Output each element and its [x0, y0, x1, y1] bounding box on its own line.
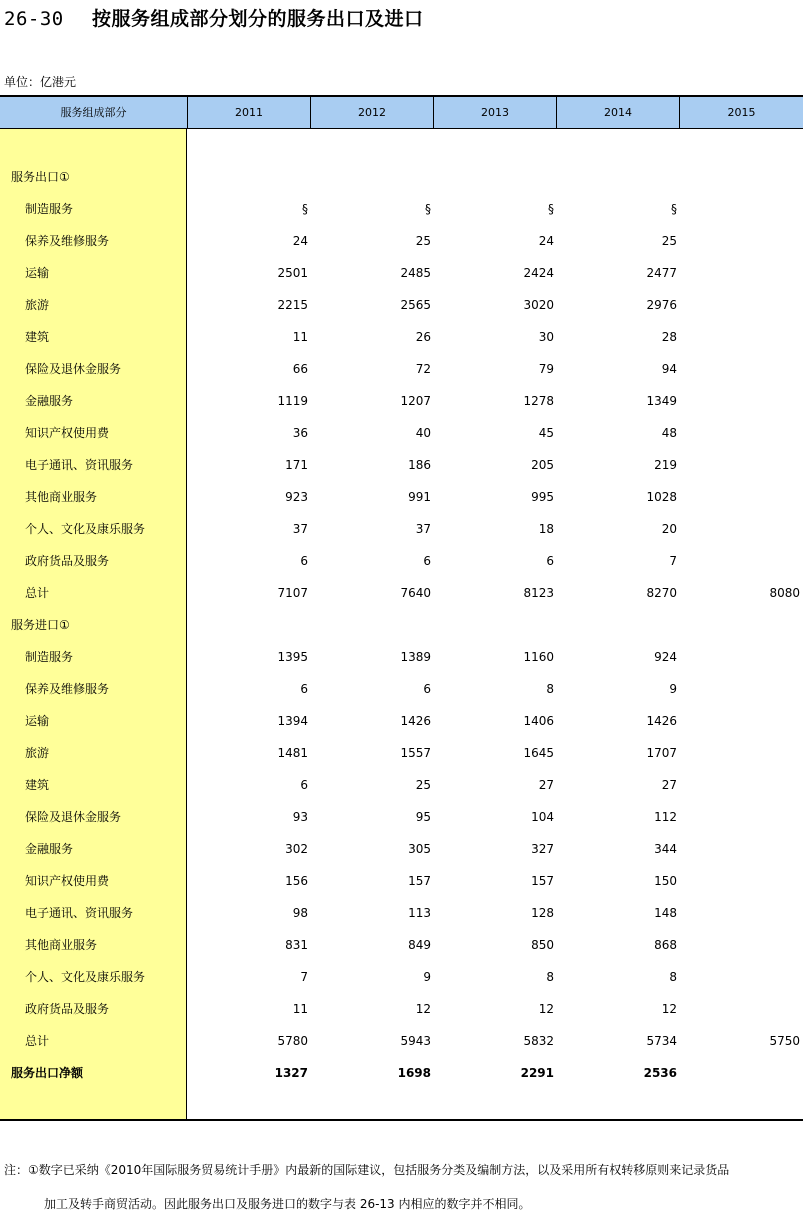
- cell-2014: 27: [661, 778, 677, 792]
- cell-2014: 1349: [646, 394, 677, 408]
- cell-2013: 2291: [520, 1066, 554, 1080]
- table-header: [0, 97, 803, 129]
- cell-2013: 1645: [523, 746, 554, 760]
- cell-2011: 2215: [277, 298, 308, 312]
- unit-label: 单位：亿港元: [4, 75, 77, 89]
- cell-2014: 2976: [646, 298, 677, 312]
- cell-2012: 40: [415, 426, 431, 440]
- table-row: [0, 775, 803, 795]
- cell-2014: 112: [654, 810, 677, 824]
- cell-2014: 2536: [643, 1066, 677, 1080]
- table-row: [0, 679, 803, 699]
- row-label: 保险及退休金服务: [25, 810, 122, 824]
- cell-2011: 6: [300, 554, 308, 568]
- header-year-2012: 2012: [311, 97, 434, 128]
- cell-2011: 156: [285, 874, 308, 888]
- table-row: [0, 1031, 803, 1051]
- row-label: 总计: [25, 1034, 50, 1048]
- cell-2013: 1406: [523, 714, 554, 728]
- cell-2014: 25: [661, 234, 677, 248]
- cell-2012: 1426: [400, 714, 431, 728]
- header-year-2014: 2014: [557, 97, 680, 128]
- cell-2014: 48: [661, 426, 677, 440]
- row-label: 总计: [25, 586, 50, 600]
- cell-2014: 148: [654, 906, 677, 920]
- table-number: 26-30: [4, 8, 64, 30]
- cell-2013: 8: [546, 970, 554, 984]
- table-row: [0, 967, 803, 987]
- table-row: [0, 487, 803, 507]
- cell-2012: 2485: [400, 266, 431, 280]
- cell-2012: 72: [415, 362, 431, 376]
- cell-2012: 2565: [400, 298, 431, 312]
- cell-2012: 1698: [397, 1066, 431, 1080]
- cell-2011: 6: [300, 682, 308, 696]
- row-label: 电子通讯、资讯服务: [25, 458, 134, 472]
- cell-2014: 9: [669, 682, 677, 696]
- cell-2011: 1481: [277, 746, 308, 760]
- row-label: 保养及维修服务: [25, 682, 110, 696]
- table-row: [0, 871, 803, 891]
- cell-2014: 2477: [646, 266, 677, 280]
- cell-2014: 219: [654, 458, 677, 472]
- table-row: [0, 807, 803, 827]
- cell-2014: 1426: [646, 714, 677, 728]
- row-label: 运输: [25, 714, 50, 728]
- cell-2012: 849: [408, 938, 431, 952]
- table-row: [0, 519, 803, 539]
- cell-2011: 1394: [277, 714, 308, 728]
- cell-2011: 1119: [277, 394, 308, 408]
- cell-2012: 25: [415, 778, 431, 792]
- cell-2014: 7: [669, 554, 677, 568]
- row-label: 服务出口净额: [11, 1066, 84, 1080]
- cell-2011: 6: [300, 778, 308, 792]
- cell-2013: 8: [546, 682, 554, 696]
- cell-2013: 79: [538, 362, 554, 376]
- cell-2012: 26: [415, 330, 431, 344]
- header-year-2011: 2011: [188, 97, 311, 128]
- table-row: [0, 295, 803, 315]
- cell-2012: 7640: [400, 586, 431, 600]
- cell-2011: 171: [285, 458, 308, 472]
- table-row: [0, 647, 803, 667]
- cell-2012: 1207: [400, 394, 431, 408]
- cell-2012: 25: [415, 234, 431, 248]
- cell-2013: 1160: [523, 650, 554, 664]
- cell-2011: 1327: [274, 1066, 308, 1080]
- row-label: 金融服务: [25, 842, 74, 856]
- header-category: 服务组成部分: [0, 97, 188, 128]
- cell-2013: §: [548, 202, 554, 216]
- cell-2012: 186: [408, 458, 431, 472]
- row-label: 服务进口①: [11, 618, 70, 632]
- cell-2012: 37: [415, 522, 431, 536]
- cell-2014: 28: [661, 330, 677, 344]
- cell-2011: 36: [292, 426, 308, 440]
- cell-2012: 95: [415, 810, 431, 824]
- cell-2011: 98: [292, 906, 308, 920]
- row-label: 运输: [25, 266, 50, 280]
- cell-2013: 128: [531, 906, 554, 920]
- cell-2012: 113: [408, 906, 431, 920]
- cell-2013: 327: [531, 842, 554, 856]
- cell-2013: 12: [538, 1002, 554, 1016]
- cell-2014: 868: [654, 938, 677, 952]
- row-label: 制造服务: [25, 202, 74, 216]
- cell-2014: 5734: [646, 1034, 677, 1048]
- table-row: [0, 1063, 803, 1083]
- cell-2014: 20: [661, 522, 677, 536]
- cell-2014: 150: [654, 874, 677, 888]
- table-row: [0, 615, 803, 635]
- cell-2011: 66: [292, 362, 308, 376]
- cell-2013: 30: [538, 330, 554, 344]
- cell-2014: 1707: [646, 746, 677, 760]
- table-row: [0, 455, 803, 475]
- cell-2014: §: [671, 202, 677, 216]
- cell-2012: 5943: [400, 1034, 431, 1048]
- cell-2014: 8270: [646, 586, 677, 600]
- cell-2011: 37: [292, 522, 308, 536]
- table-row: [0, 903, 803, 923]
- cell-2013: 1278: [523, 394, 554, 408]
- row-label: 其他商业服务: [25, 938, 98, 952]
- cell-2012: §: [425, 202, 431, 216]
- row-label: 政府货品及服务: [25, 1002, 110, 1016]
- header-year-2015: 2015: [727, 106, 756, 119]
- row-label: 制造服务: [25, 650, 74, 664]
- table-row: [0, 583, 803, 603]
- cell-2012: 1557: [400, 746, 431, 760]
- row-label: 知识产权使用费: [25, 874, 110, 888]
- cell-2015: 5750: [769, 1034, 800, 1048]
- table-row: [0, 167, 803, 187]
- cell-2012: 6: [423, 554, 431, 568]
- row-label: 金融服务: [25, 394, 74, 408]
- table-row: [0, 935, 803, 955]
- cell-2014: 344: [654, 842, 677, 856]
- table-row: [0, 231, 803, 251]
- cell-2012: 1389: [400, 650, 431, 664]
- table-row: [0, 263, 803, 283]
- row-label: 服务出口①: [11, 170, 70, 184]
- cell-2014: 12: [661, 1002, 677, 1016]
- row-label: 个人、文化及康乐服务: [25, 970, 146, 984]
- cell-2013: 27: [538, 778, 554, 792]
- table-row: [0, 391, 803, 411]
- cell-2011: 1395: [277, 650, 308, 664]
- table-row: [0, 711, 803, 731]
- table-row: [0, 743, 803, 763]
- cell-2013: 2424: [523, 266, 554, 280]
- cell-2013: 3020: [523, 298, 554, 312]
- row-label: 保养及维修服务: [25, 234, 110, 248]
- cell-2014: 94: [661, 362, 677, 376]
- cell-2014: 924: [654, 650, 677, 664]
- cell-2013: 104: [531, 810, 554, 824]
- cell-2011: 7107: [277, 586, 308, 600]
- row-label: 政府货品及服务: [25, 554, 110, 568]
- cell-2013: 5832: [523, 1034, 554, 1048]
- cell-2011: 93: [292, 810, 308, 824]
- table-row: [0, 999, 803, 1019]
- cell-2011: 831: [285, 938, 308, 952]
- cell-2013: 205: [531, 458, 554, 472]
- cell-2015: 8080: [769, 586, 800, 600]
- table-bottom-rule: [0, 1119, 803, 1121]
- cell-2013: 8123: [523, 586, 554, 600]
- row-label: 保险及退休金服务: [25, 362, 122, 376]
- cell-2012: 12: [415, 1002, 431, 1016]
- table-row: [0, 359, 803, 379]
- header-year-2013: 2013: [434, 97, 557, 128]
- cell-2013: 850: [531, 938, 554, 952]
- cell-2014: 8: [669, 970, 677, 984]
- footnote-line-1: 注：①数字已采纳《2010年国际服务贸易统计手册》内最新的国际建议，包括服务分类及编制方法，以及采用所有权转移原则来记录货品: [4, 1163, 730, 1177]
- cell-2013: 6: [546, 554, 554, 568]
- cell-2014: 1028: [646, 490, 677, 504]
- cell-2011: 2501: [277, 266, 308, 280]
- row-label: 电子通讯、资讯服务: [25, 906, 134, 920]
- cell-2013: 24: [538, 234, 554, 248]
- row-label: 旅游: [25, 746, 50, 760]
- cell-2011: 11: [292, 330, 308, 344]
- footnote-line-2: 加工及转手商贸活动。因此服务出口及服务进口的数字与表 26-13 内相应的数字并不相同。: [44, 1197, 531, 1211]
- table-row: [0, 423, 803, 443]
- row-label: 旅游: [25, 298, 50, 312]
- cell-2011: 5780: [277, 1034, 308, 1048]
- cell-2011: 24: [292, 234, 308, 248]
- cell-2013: 45: [538, 426, 554, 440]
- table-row: [0, 839, 803, 859]
- cell-2012: 157: [408, 874, 431, 888]
- row-label: 建筑: [25, 778, 50, 792]
- table-row: [0, 199, 803, 219]
- cell-2012: 6: [423, 682, 431, 696]
- cell-2011: 7: [300, 970, 308, 984]
- table-row: [0, 551, 803, 571]
- row-label: 其他商业服务: [25, 490, 98, 504]
- row-label: 建筑: [25, 330, 50, 344]
- cell-2013: 157: [531, 874, 554, 888]
- cell-2012: 9: [423, 970, 431, 984]
- cell-2013: 995: [531, 490, 554, 504]
- cell-2012: 305: [408, 842, 431, 856]
- cell-2011: 11: [292, 1002, 308, 1016]
- cell-2011: §: [302, 202, 308, 216]
- cell-2013: 18: [538, 522, 554, 536]
- cell-2011: 923: [285, 490, 308, 504]
- cell-2011: 302: [285, 842, 308, 856]
- row-label: 知识产权使用费: [25, 426, 110, 440]
- table-row: [0, 327, 803, 347]
- page-title: [4, 4, 423, 31]
- row-label: 个人、文化及康乐服务: [25, 522, 146, 536]
- table-title: 按服务组成部分划分的服务出口及进口: [91, 8, 424, 30]
- cell-2012: 991: [408, 490, 431, 504]
